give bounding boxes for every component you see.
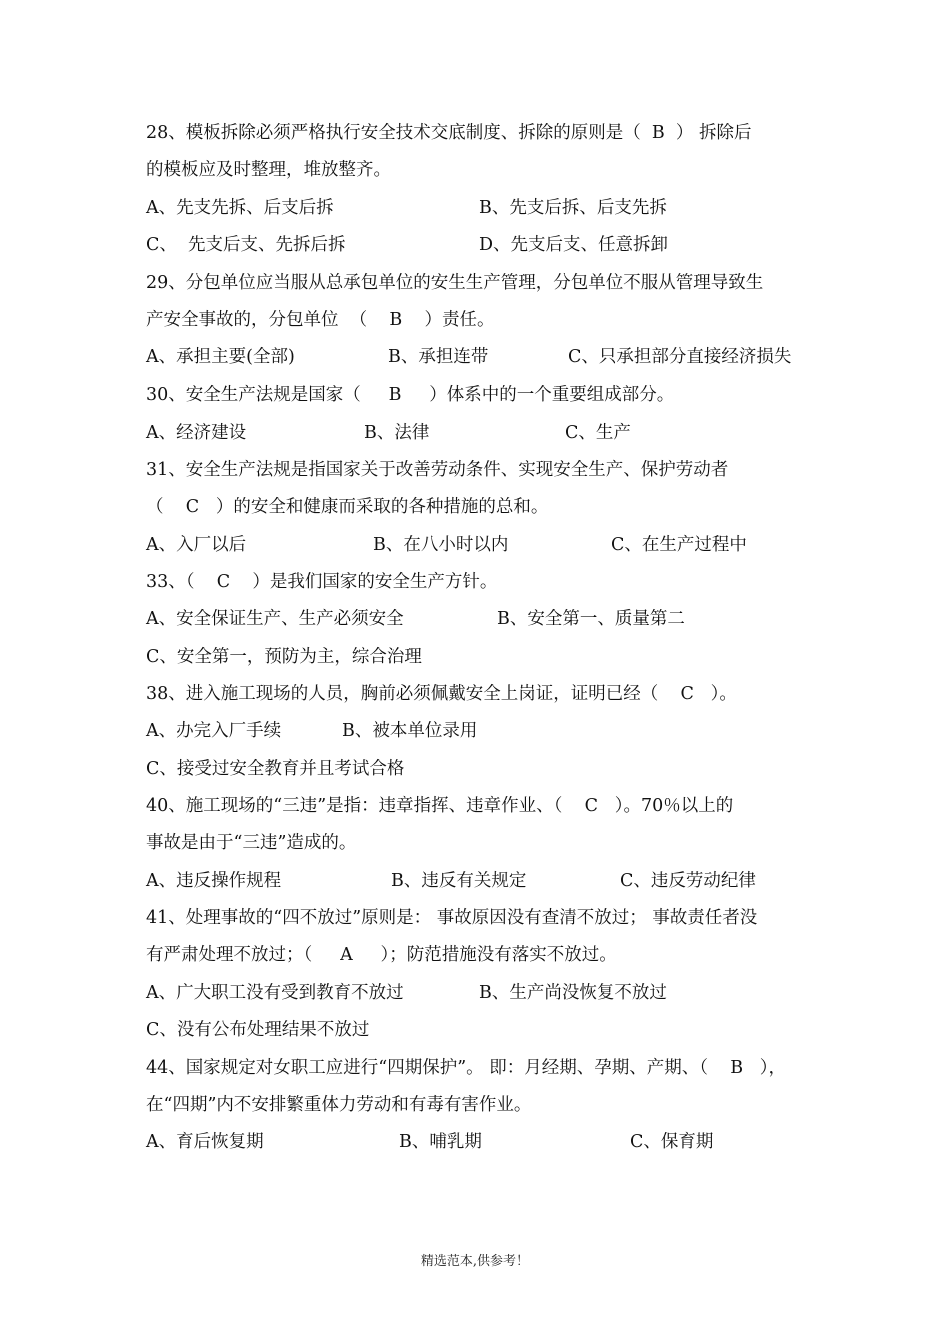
- question-41-option-a: A、广大职工没有受到教育不放过: [146, 983, 404, 1003]
- question-31-option-c: C、在生产过程中: [611, 535, 747, 555]
- question-29-option-a: A、承担主要(全部): [146, 347, 295, 367]
- question-44-option-a: A、育后恢复期: [146, 1132, 264, 1152]
- question-41-option-b: B、生产尚没恢复不放过: [479, 983, 667, 1003]
- question-44-option-c: C、保育期: [630, 1132, 714, 1152]
- question-41-option-c: C、没有公布处理结果不放过: [146, 1020, 370, 1040]
- question-44-option-b: B、哺乳期: [399, 1132, 482, 1152]
- question-28-option-d: D、先支后支、任意拆卸: [479, 235, 669, 255]
- question-33-option-b: B、安全第一、质量第二: [497, 609, 685, 629]
- question-30-line-1: 30、安全生产法规是国家（ B ）体系中的一个重要组成部分。: [146, 385, 675, 405]
- question-38-line-1: 38、进入施工现场的人员，胸前必须佩戴安全上岗证，证明已经（ C ）。: [146, 684, 737, 704]
- question-30-option-a: A、经济建设: [146, 423, 247, 443]
- question-44-line-1: 44、国家规定对女职工应进行“四期保护”。 即：月经期、孕期、产期、（ B ），: [146, 1058, 787, 1078]
- question-33-option-a: A、安全保证生产、生产必须安全: [146, 609, 404, 629]
- question-29-option-b: B、承担连带: [388, 347, 489, 367]
- question-28-option-a: A、先支先拆、后支后拆: [146, 198, 334, 218]
- question-28-line-2: 的模板应及时整理，堆放整齐。: [146, 160, 391, 180]
- question-41-line-1: 41、处理事故的“四不放过”原则是： 事故原因没有查清不放过； 事故责任者没: [146, 908, 758, 928]
- question-40-option-c: C、违反劳动纪律: [620, 871, 756, 891]
- question-28-line-1: 28、模板拆除必须严格执行安全技术交底制度、拆除的原则是（ B ） 拆除后: [146, 123, 752, 143]
- question-31-option-a: A、入厂以后: [146, 535, 247, 555]
- question-31-line-1: 31、安全生产法规是指国家关于改善劳动条件、实现安全生产、保护劳动者: [146, 460, 729, 480]
- question-30-option-b: B、法律: [364, 423, 430, 443]
- question-33-option-c: C、安全第一，预防为主，综合治理: [146, 647, 422, 667]
- question-33-line-1: 33、（ C ）是我们国家的安全生产方针。: [146, 572, 498, 592]
- question-38-option-b: B、被本单位录用: [342, 721, 478, 741]
- question-41-line-2: 有严肃处理不放过；（ A ）；防范措施没有落实不放过。: [146, 945, 617, 965]
- page-footer: 精选范本,供参考！: [420, 1254, 530, 1269]
- question-40-line-1: 40、施工现场的“三违”是指：违章指挥、违章作业、（ C ）。70％以上的: [146, 796, 734, 816]
- question-28-option-b: B、先支后拆、后支先拆: [479, 198, 667, 218]
- question-38-option-c: C、接受过安全教育并且考试合格: [146, 759, 405, 779]
- question-38-option-a: A、办完入厂手续: [146, 721, 282, 741]
- question-28-option-c: C、 先支后支、先拆后拆: [146, 235, 346, 255]
- question-29-option-c: C、只承担部分直接经济损失: [568, 347, 792, 367]
- question-29-line-1: 29、分包单位应当服从总承包单位的安生生产管理，分包单位不服从管理导致生: [146, 273, 764, 293]
- question-40-option-b: B、违反有关规定: [391, 871, 527, 891]
- question-40-option-a: A、违反操作规程: [146, 871, 282, 891]
- question-31-line-2: （ C ）的安全和健康而采取的各种措施的总和。: [146, 497, 549, 517]
- question-30-option-c: C、生产: [565, 423, 631, 443]
- question-40-line-2: 事故是由于“三违”造成的。: [146, 833, 357, 853]
- question-44-line-2: 在“四期”内不安排繁重体力劳动和有毒有害作业。: [146, 1095, 532, 1115]
- question-29-line-2: 产安全事故的，分包单位 （ B ）责任。: [146, 310, 495, 330]
- question-31-option-b: B、在八小时以内: [373, 535, 509, 555]
